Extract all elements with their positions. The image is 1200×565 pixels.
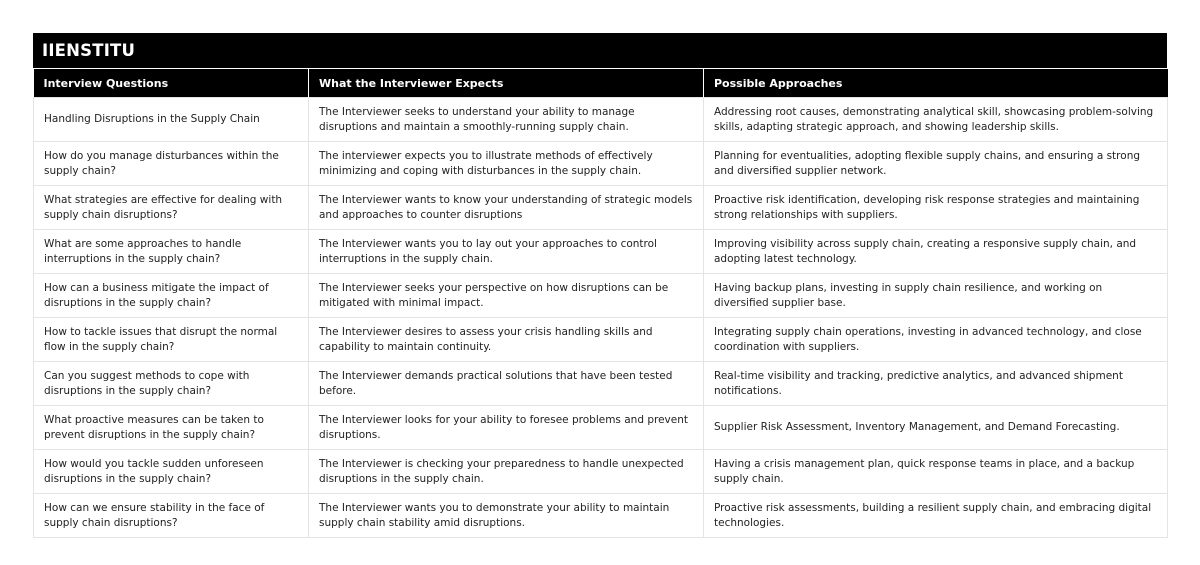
approach-cell: Addressing root causes, demonstrating analytical skill, showcasing problem-solving skills, adapting strategic approach, and showing leadership skills. [704,98,1168,142]
approach-cell: Improving visibility across supply chain, creating a responsive supply chain, and adopting latest technology. [704,230,1168,274]
expectation-cell: The Interviewer is checking your preparedness to handle unexpected disruptions in the supply chain. [309,450,704,494]
table-row [34,230,1168,274]
table-row [34,406,1168,450]
header-possible-approaches: Possible Approaches [704,69,1168,98]
question-cell: How would you tackle sudden unforeseen disruptions in the supply chain? [34,450,309,494]
table-card [33,33,1167,538]
approach-cell: Integrating supply chain operations, investing in advanced technology, and close coordination with suppliers. [704,318,1168,362]
header-row [34,69,1168,98]
question-cell: How can we ensure stability in the face of supply chain disruptions? [34,494,309,538]
table-row [34,186,1168,230]
question-cell: Handling Disruptions in the Supply Chain [34,98,309,142]
question-cell: How do you manage disturbances within the supply chain? [34,142,309,186]
question-cell: How to tackle issues that disrupt the normal flow in the supply chain? [34,318,309,362]
approach-cell: Proactive risk identification, developing risk response strategies and maintaining strong relationships with suppliers. [704,186,1168,230]
header-interview-questions: Interview Questions [34,69,309,98]
question-cell: What strategies are effective for dealing with supply chain disruptions? [34,186,309,230]
table-row [34,142,1168,186]
expectation-cell: The interviewer expects you to illustrate methods of effectively minimizing and coping with disturbances in the supply chain. [309,142,704,186]
header-interviewer-expects: What the Interviewer Expects [309,69,704,98]
question-cell: Can you suggest methods to cope with disruptions in the supply chain? [34,362,309,406]
table-row [34,98,1168,142]
expectation-cell: The Interviewer wants you to lay out your approaches to control interruptions in the supply chain. [309,230,704,274]
table-body [34,98,1168,538]
brand-title: IIENSTITU [33,33,1167,68]
table-row [34,362,1168,406]
interview-table [33,68,1168,538]
table-row [34,274,1168,318]
question-cell: What proactive measures can be taken to prevent disruptions in the supply chain? [34,406,309,450]
approach-cell: Supplier Risk Assessment, Inventory Management, and Demand Forecasting. [704,406,1168,450]
expectation-cell: The Interviewer wants you to demonstrate your ability to maintain supply chain stability amid disruptions. [309,494,704,538]
table-row [34,494,1168,538]
approach-cell: Proactive risk assessments, building a resilient supply chain, and embracing digital technologies. [704,494,1168,538]
expectation-cell: The Interviewer desires to assess your crisis handling skills and capability to maintain continuity. [309,318,704,362]
table-row [34,450,1168,494]
expectation-cell: The Interviewer wants to know your understanding of strategic models and approaches to counter disruptions [309,186,704,230]
approach-cell: Planning for eventualities, adopting flexible supply chains, and ensuring a strong and diversified supplier network. [704,142,1168,186]
question-cell: What are some approaches to handle interruptions in the supply chain? [34,230,309,274]
expectation-cell: The Interviewer looks for your ability to foresee problems and prevent disruptions. [309,406,704,450]
expectation-cell: The Interviewer seeks your perspective on how disruptions can be mitigated with minimal impact. [309,274,704,318]
approach-cell: Having a crisis management plan, quick response teams in place, and a backup supply chain. [704,450,1168,494]
table-row [34,318,1168,362]
question-cell: How can a business mitigate the impact of disruptions in the supply chain? [34,274,309,318]
approach-cell: Having backup plans, investing in supply chain resilience, and working on diversified supplier base. [704,274,1168,318]
expectation-cell: The Interviewer demands practical solutions that have been tested before. [309,362,704,406]
approach-cell: Real-time visibility and tracking, predictive analytics, and advanced shipment notifications. [704,362,1168,406]
expectation-cell: The Interviewer seeks to understand your ability to manage disruptions and maintain a smoothly-running supply chain. [309,98,704,142]
